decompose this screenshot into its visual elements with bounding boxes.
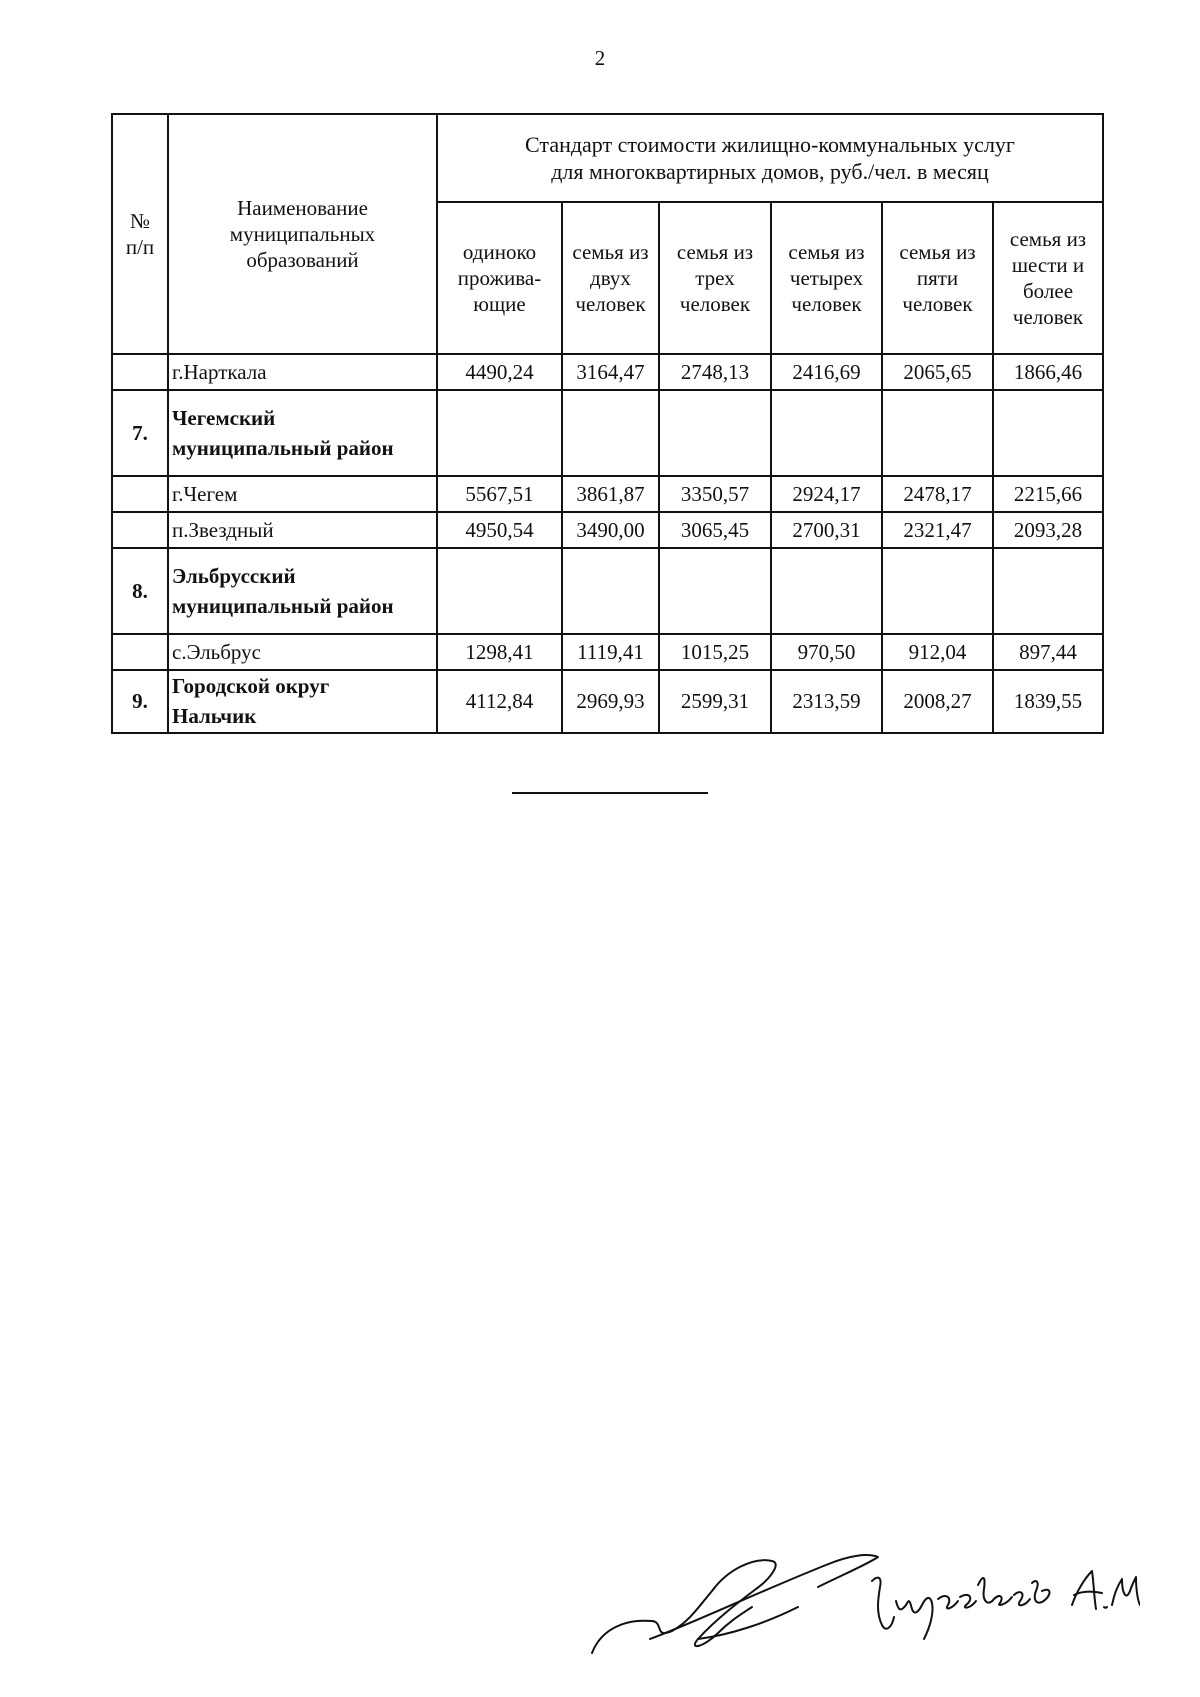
header-name: Наименование муниципальных образований <box>168 114 437 354</box>
cell-value-2 <box>562 390 659 476</box>
row-name: г.Нарткала <box>168 354 437 390</box>
table-row <box>112 670 1103 733</box>
cell-value-2: 3490,00 <box>562 512 659 548</box>
cell-value-6: 2215,66 <box>993 476 1103 512</box>
row-number: 8. <box>112 548 168 634</box>
cell-value-3 <box>659 548 771 634</box>
row-number: 7. <box>112 390 168 476</box>
cell-value-5: 2065,65 <box>882 354 993 390</box>
cell-value-2: 2969,93 <box>562 670 659 733</box>
cell-value-3: 2748,13 <box>659 354 771 390</box>
cell-value-5 <box>882 390 993 476</box>
cell-value-1 <box>437 390 562 476</box>
row-number <box>112 476 168 512</box>
cell-value-6: 897,44 <box>993 634 1103 670</box>
cell-value-2: 3861,87 <box>562 476 659 512</box>
row-name: Городской округ Нальчик <box>168 670 437 733</box>
cell-value-1 <box>437 548 562 634</box>
cell-value-1: 4112,84 <box>437 670 562 733</box>
header-column-1: одиноко прожива- ющие <box>437 202 562 354</box>
cell-value-6: 1839,55 <box>993 670 1103 733</box>
header-column-4: семья из четырех человек <box>771 202 882 354</box>
cell-value-2 <box>562 548 659 634</box>
cell-value-6 <box>993 390 1103 476</box>
header-column-6: семья из шести и более человек <box>993 202 1103 354</box>
row-name: п.Звездный <box>168 512 437 548</box>
cell-value-4: 2924,17 <box>771 476 882 512</box>
row-name: Эльбрусский муниципальный район <box>168 548 437 634</box>
cell-value-1: 5567,51 <box>437 476 562 512</box>
row-name: с.Эльбрус <box>168 634 437 670</box>
cell-value-4: 2700,31 <box>771 512 882 548</box>
cell-value-3 <box>659 390 771 476</box>
header-column-5: семья из пяти человек <box>882 202 993 354</box>
cell-value-2: 1119,41 <box>562 634 659 670</box>
cell-value-5: 2478,17 <box>882 476 993 512</box>
header-column-3: семья из трех человек <box>659 202 771 354</box>
row-name: Чегемский муниципальный район <box>168 390 437 476</box>
table-row <box>112 512 1103 548</box>
cell-value-5: 2321,47 <box>882 512 993 548</box>
table-body <box>112 354 1103 733</box>
row-name: г.Чегем <box>168 476 437 512</box>
cell-value-5: 2008,27 <box>882 670 993 733</box>
cell-value-4 <box>771 390 882 476</box>
row-number: 9. <box>112 670 168 733</box>
cell-value-6 <box>993 548 1103 634</box>
cell-value-3: 3350,57 <box>659 476 771 512</box>
header-cost-standard: Стандарт стоимости жилищно-коммунальных услуг для многоквартирных домов, руб./чел. в месяц <box>437 114 1103 202</box>
page-number: 2 <box>594 46 606 70</box>
cell-value-4: 2313,59 <box>771 670 882 733</box>
table-row <box>112 634 1103 670</box>
cell-value-4 <box>771 548 882 634</box>
cell-value-3: 3065,45 <box>659 512 771 548</box>
cell-value-4: 2416,69 <box>771 354 882 390</box>
table-row <box>112 476 1103 512</box>
separator-line <box>512 792 708 794</box>
table-row <box>112 354 1103 390</box>
header-number: № п/п <box>112 114 168 354</box>
housing-cost-standard-table <box>111 113 1104 734</box>
cell-value-1: 4950,54 <box>437 512 562 548</box>
cell-value-2: 3164,47 <box>562 354 659 390</box>
row-number <box>112 354 168 390</box>
cell-value-1: 1298,41 <box>437 634 562 670</box>
cell-value-4: 970,50 <box>771 634 882 670</box>
row-number <box>112 634 168 670</box>
cell-value-3: 2599,31 <box>659 670 771 733</box>
cell-value-5: 912,04 <box>882 634 993 670</box>
table-header <box>112 114 1103 354</box>
handwritten-signature <box>580 1535 1140 1665</box>
cell-value-6: 1866,46 <box>993 354 1103 390</box>
header-column-2: семья из двух человек <box>562 202 659 354</box>
table-row <box>112 548 1103 634</box>
cell-value-6: 2093,28 <box>993 512 1103 548</box>
cell-value-5 <box>882 548 993 634</box>
cell-value-3: 1015,25 <box>659 634 771 670</box>
cell-value-1: 4490,24 <box>437 354 562 390</box>
row-number <box>112 512 168 548</box>
table-row <box>112 390 1103 476</box>
